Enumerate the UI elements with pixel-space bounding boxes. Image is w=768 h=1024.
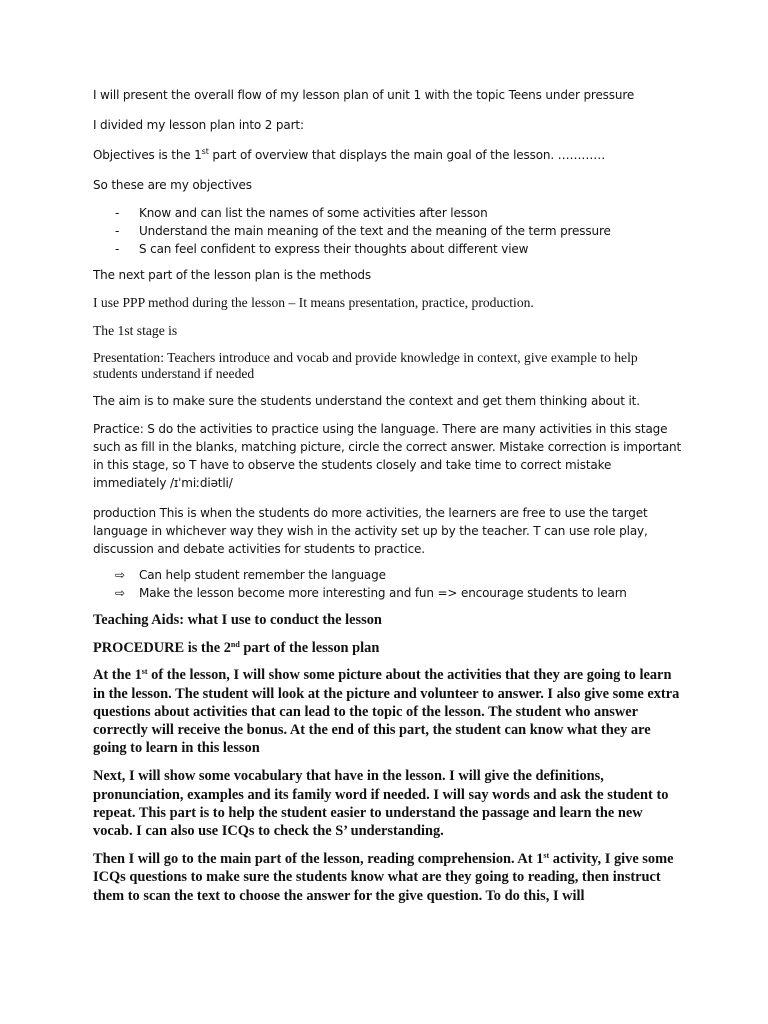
para1-pre: At the 1 (93, 667, 142, 684)
objective-text: S can feel confident to express their thoughts about different view (139, 242, 529, 256)
production-benefits-list (93, 566, 683, 602)
objectives-intro-post: part of overview that displays the main goal of the lesson. ………… (208, 148, 606, 162)
benefit-text: Can help student remember the language (139, 568, 386, 582)
objective-text: Understand the main meaning of the text and the meaning of the term pressure (139, 224, 611, 238)
procedure-paragraph-2: Next, I will show some vocabulary that have in the lesson. I will give the definitions, pronunciation, examples and its family word if needed. I will say words and ask the student to repeat. This part is to help the student easier to understand the passage and learn the new vocab. I can also use ICQs to check the S’ understanding. (93, 768, 669, 840)
ppp-line: I use PPP method during the lesson – It means presentation, practice, production. (93, 295, 534, 310)
dash-bullet: - (115, 206, 120, 220)
production-paragraph: production This is when the students do more activities, the learners are free to use the target language in whichever way they wish in the activity set up by the teacher. T can use role play, discussion and debate activities for students to practice. (93, 506, 648, 556)
para1-sup: st (141, 667, 148, 677)
para1-post: of the lesson, I will show some picture about the activities that they are going to learn in the lesson. The student will look at the picture and volunteer to answer. I also give some extra questions about activities that can lead to the topic of the lesson. The student who answer correctly will receive the bonus. At the end of this part, the student can know what they are going to learn in this lesson (93, 667, 680, 757)
objectives-intro-pre: Objectives is the 1 (93, 148, 202, 162)
practice-text: Practice: S do the activities to practice using the language. There are many activities in this stage such as fill in the blanks, matching picture, circle the correct answer. Mistake correction is important in this stage, so T have to observe the students closely and take time to correct mistake immediately (93, 422, 682, 490)
benefit-text: Make the lesson become more interesting and fun => encourage students to learn (139, 586, 627, 600)
arrow-bullet-icon: ⇨ (115, 586, 125, 600)
divided-line: I divided my lesson plan into 2 part: (93, 118, 304, 132)
list-item (93, 566, 683, 584)
first-stage: The 1st stage is (93, 323, 178, 338)
methods-intro: The next part of the lesson plan is the methods (93, 268, 372, 282)
procedure-post: part of the lesson plan (239, 640, 380, 657)
intro-line: I will present the overall flow of my lesson plan of unit 1 with the topic Teens under pressure (93, 88, 635, 102)
aim-paragraph: The aim is to make sure the students understand the context and get them thinking about it. (93, 394, 640, 408)
list-item (93, 222, 683, 240)
para3-sup: st (543, 851, 550, 861)
para3-pre: Then I will go to the main part of the lesson, reading comprehension. At 1 (93, 851, 544, 868)
objectives-heading: So these are my objectives (93, 178, 252, 192)
dash-bullet: - (115, 242, 120, 256)
objectives-list (93, 204, 683, 258)
objective-text: Know and can list the names of some activities after lesson (139, 206, 488, 220)
presentation-paragraph: Presentation: Teachers introduce and vocab and provide knowledge in context, give example to help students understand if needed (93, 350, 638, 381)
dash-bullet: - (115, 224, 120, 238)
objectives-intro-sup: st (201, 147, 209, 156)
list-item (93, 584, 683, 602)
procedure-paragraph-3 (93, 850, 683, 905)
arrow-bullet-icon: ⇨ (115, 568, 125, 582)
list-item (93, 240, 683, 258)
document-page (93, 86, 683, 905)
para3-post: activity, I give some ICQs questions to make sure the students know what are they going to reading, then instruct them to scan the text to choose the answer for the give question. To do this, I will (93, 851, 674, 904)
teaching-aids-heading: Teaching Aids: what I use to conduct the lesson (93, 612, 382, 628)
procedure-pre: PROCEDURE is the 2 (93, 640, 231, 657)
procedure-paragraph-1 (93, 666, 683, 757)
procedure-sup: nd (230, 640, 240, 650)
list-item (93, 204, 683, 222)
objectives-intro (93, 146, 683, 164)
procedure-heading (93, 639, 683, 657)
phonetic-transcription: /ɪˈmiːdiətli/ (169, 476, 233, 490)
practice-paragraph (93, 420, 683, 492)
